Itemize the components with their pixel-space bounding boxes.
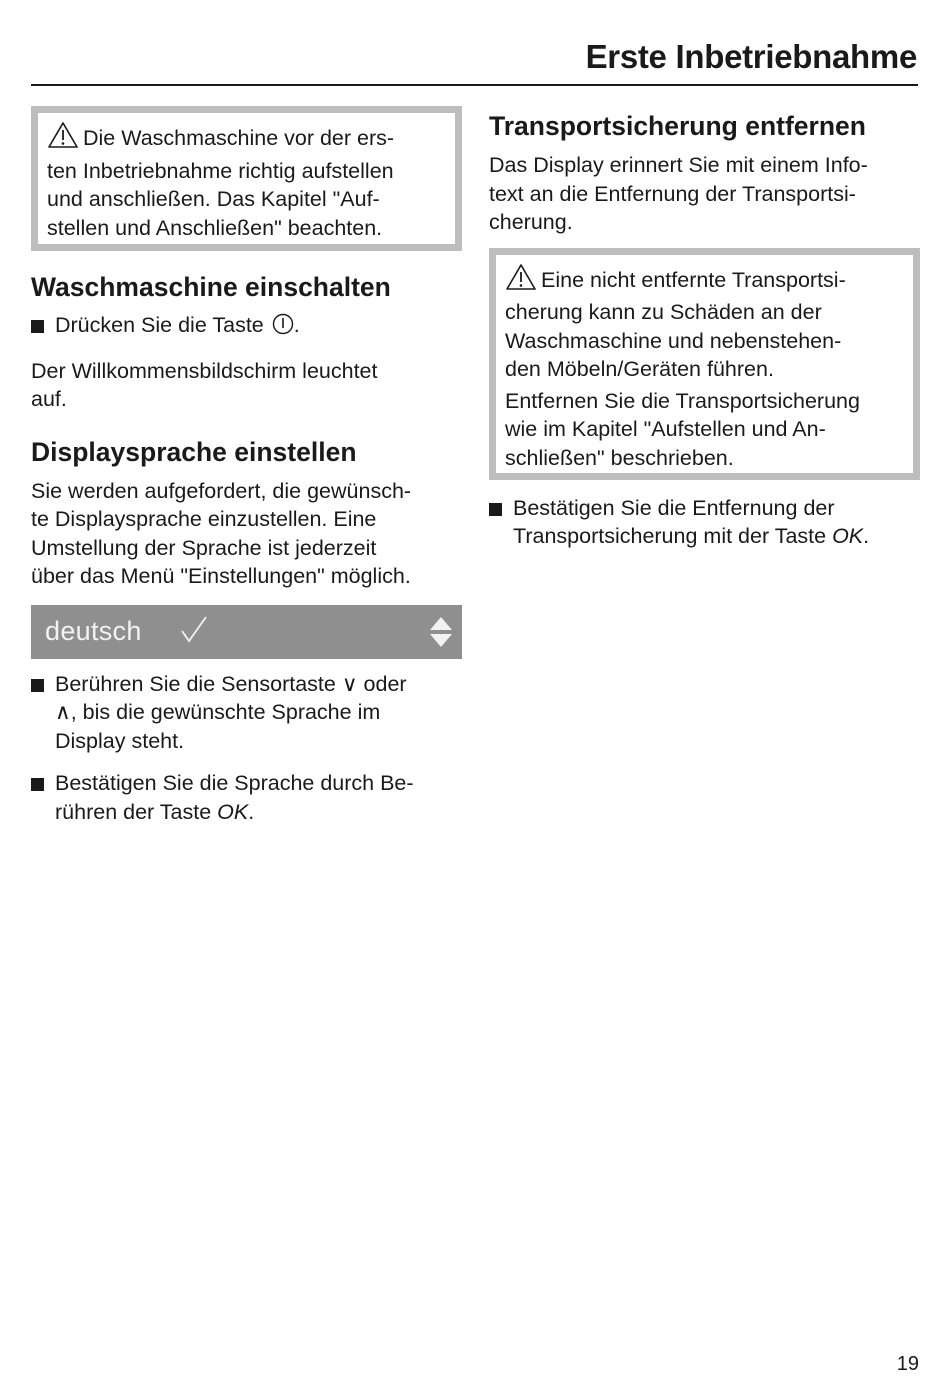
right-column (489, 106, 920, 551)
paragraph-welcome: Der Willkommensbildschirm leuchtet auf. (31, 358, 378, 411)
bullet-confirm-removal: Bestätigen Sie die Entfernung der Transportsicherung mit der Taste OK. (489, 494, 920, 551)
bullet-sensor-keys: Berühren Sie die Sensortaste ∨ oder ∧, bis die gewünschte Sprache im Display steht. (31, 670, 462, 756)
power-button-icon (272, 313, 294, 343)
display-language-value: deutsch (45, 615, 142, 646)
bullet-press-power: Drücken Sie die Taste . (31, 311, 462, 343)
warning-text: Eine nicht entfernte Transportsi- cherung kann zu Schäden an der Waschmaschine und nebenstehen- den Möbeln/Geräten führen. (505, 263, 903, 384)
warning-text-instruction: Entfernen Sie die Transportsicherung wie im Kapitel "Aufstellen und An- schließen" beschrieben. (505, 388, 860, 470)
page-number: 19 (896, 1353, 919, 1375)
paragraph-language-intro: Sie werden aufgefordert, die gewünsch- te Displaysprache einzustellen. Eine Umstellung der Sprache ist jederzeit über das Menü "Einstellungen" möglich. (31, 478, 412, 588)
language-display (31, 605, 462, 659)
warning-box-transport (489, 248, 920, 480)
warning-triangle-icon (47, 121, 79, 157)
up-down-arrows-icon (429, 616, 453, 653)
paragraph-transport-intro: Das Display erinnert Sie mit einem Info- text an die Entfernung der Transportsi- cherung. (489, 153, 868, 234)
bullet-square-icon (489, 503, 502, 516)
warning-triangle-icon (505, 263, 537, 299)
warning-box-setup (31, 106, 462, 251)
header-divider (31, 84, 918, 86)
bullet-square-icon (31, 679, 44, 692)
warning-text: Die Waschmaschine vor der ers- ten Inbetriebnahme richtig aufstellen und anschließen. Das Kapitel "Auf- stellen und Anschließen" beachten. (47, 121, 445, 242)
checkmark-icon (179, 615, 209, 650)
bullet-square-icon (31, 320, 44, 333)
section-heading-displaysprache: Displaysprache einstellen (31, 436, 357, 467)
page-title: Erste Inbetriebnahme (585, 38, 917, 75)
left-column (31, 106, 462, 826)
bullet-confirm-language: Bestätigen Sie die Sprache durch Be- rühren der Taste OK. (31, 769, 462, 826)
section-heading-einschalten: Waschmaschine einschalten (31, 272, 391, 302)
section-heading-transportsicherung: Transportsicherung entfernen (489, 111, 866, 141)
bullet-square-icon (31, 778, 44, 791)
